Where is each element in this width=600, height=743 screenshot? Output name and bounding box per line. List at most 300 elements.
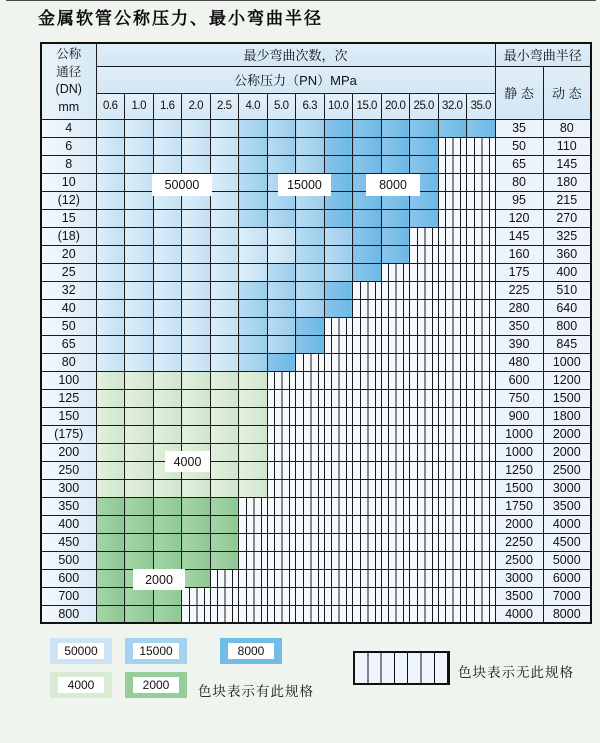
no-spec-cell: [381, 497, 410, 515]
spec-cell: [125, 317, 154, 335]
bend-cycles-header: 最少弯曲次数，次: [96, 43, 495, 66]
no-spec-cell: [267, 515, 296, 533]
no-spec-cell: [296, 425, 325, 443]
table-row: [41, 371, 591, 389]
no-spec-cell: [467, 425, 496, 443]
no-spec-cell: [296, 515, 325, 533]
spec-cell: [153, 551, 182, 569]
dynamic-radius-value: 145: [543, 155, 591, 173]
page-title: 金属软管公称压力、最小弯曲半径: [38, 9, 323, 29]
no-spec-cell: [296, 587, 325, 605]
no-spec-cell: [239, 605, 268, 623]
spec-cell: [267, 227, 296, 245]
spec-cell: [96, 209, 125, 227]
spec-cell: [239, 461, 268, 479]
no-spec-cell: [467, 299, 496, 317]
no-spec-cell: [324, 479, 353, 497]
dynamic-radius-value: 3000: [543, 479, 591, 497]
no-spec-cell: [410, 587, 439, 605]
spec-cell: [210, 155, 239, 173]
spec-cell: [182, 353, 211, 371]
pressure-col-header: 15.0: [353, 93, 382, 119]
no-spec-cell: [267, 425, 296, 443]
no-spec-cell: [210, 605, 239, 623]
corner-line-3: (DN): [55, 82, 82, 97]
no-spec-cell: [438, 587, 467, 605]
spec-cell: [296, 245, 325, 263]
no-spec-cell: [438, 263, 467, 281]
dynamic-radius-value: 1800: [543, 407, 591, 425]
no-spec-cell: [324, 317, 353, 335]
spec-cell: [267, 299, 296, 317]
spec-cell: [153, 299, 182, 317]
spec-cell: [125, 515, 154, 533]
table-row: [41, 281, 591, 299]
no-spec-cell: [438, 551, 467, 569]
no-spec-cell: [410, 605, 439, 623]
no-spec-cell: [438, 407, 467, 425]
no-spec-cell: [296, 497, 325, 515]
spec-cell: [296, 299, 325, 317]
pressure-col-header: 35.0: [467, 93, 496, 119]
no-spec-cell: [467, 479, 496, 497]
no-spec-cell: [267, 533, 296, 551]
pressure-col-header: 25.0: [410, 93, 439, 119]
spec-cell: [210, 353, 239, 371]
no-spec-cell: [410, 299, 439, 317]
no-spec-cell: [410, 389, 439, 407]
spec-cell: [182, 281, 211, 299]
static-radius-value: 2250: [495, 533, 543, 551]
table-row: [41, 335, 591, 353]
dn-cell: 15: [41, 209, 96, 227]
nominal-pressure-header: 公称压力（PN）MPa: [96, 66, 495, 93]
spec-cell: [96, 155, 125, 173]
spec-cell: [96, 245, 125, 263]
dn-cell: 800: [41, 605, 96, 623]
pressure-col-header: 32.0: [438, 93, 467, 119]
no-spec-cell: [467, 155, 496, 173]
spec-cell: [324, 155, 353, 173]
no-spec-cell: [324, 425, 353, 443]
table-row: [41, 209, 591, 227]
spec-cell: [210, 209, 239, 227]
static-radius-value: 390: [495, 335, 543, 353]
no-spec-cell: [467, 371, 496, 389]
spec-cell: [182, 479, 211, 497]
spec-cell: [96, 605, 125, 623]
spec-cell: [153, 407, 182, 425]
inline-label-8000: 8000: [366, 174, 420, 196]
static-radius-value: 1000: [495, 425, 543, 443]
table-row: [41, 515, 591, 533]
spec-cell: [353, 137, 382, 155]
dynamic-header: 动 态: [543, 66, 591, 119]
spec-cell: [153, 371, 182, 389]
spec-cell: [210, 551, 239, 569]
spec-cell: [96, 569, 125, 587]
spec-cell: [96, 461, 125, 479]
no-spec-cell: [353, 551, 382, 569]
no-spec-cell: [438, 245, 467, 263]
spec-cell: [125, 371, 154, 389]
table-row: [41, 227, 591, 245]
static-radius-value: 120: [495, 209, 543, 227]
no-spec-cell: [296, 353, 325, 371]
no-spec-cell: [267, 587, 296, 605]
static-radius-value: 2000: [495, 515, 543, 533]
no-spec-cell: [267, 371, 296, 389]
table-row: [41, 137, 591, 155]
spec-cell: [296, 335, 325, 353]
static-radius-value: 600: [495, 371, 543, 389]
no-spec-cell: [467, 515, 496, 533]
no-spec-cell: [410, 515, 439, 533]
spec-cell: [324, 245, 353, 263]
dynamic-radius-value: 6000: [543, 569, 591, 587]
no-spec-cell: [210, 569, 239, 587]
table-row: [41, 533, 591, 551]
inline-label-15000: 15000: [278, 174, 331, 196]
pressure-col-header: 1.0: [125, 93, 154, 119]
spec-cell: [96, 515, 125, 533]
spec-cell: [353, 245, 382, 263]
spec-cell: [96, 497, 125, 515]
spec-cell: [96, 317, 125, 335]
no-spec-cell: [267, 497, 296, 515]
spec-cell: [353, 263, 382, 281]
no-spec-cell: [353, 443, 382, 461]
no-spec-cell: [467, 173, 496, 191]
spec-cell: [210, 389, 239, 407]
no-spec-cell: [296, 407, 325, 425]
no-spec-cell: [296, 371, 325, 389]
spec-cell: [182, 263, 211, 281]
spec-cell: [267, 209, 296, 227]
spec-cell: [410, 209, 439, 227]
spec-cell: [267, 281, 296, 299]
no-spec-cell: [467, 587, 496, 605]
no-spec-cell: [296, 533, 325, 551]
table-row: [41, 605, 591, 623]
no-spec-cell: [182, 587, 211, 605]
no-spec-cell: [467, 497, 496, 515]
spec-cell: [96, 425, 125, 443]
spec-cell: [96, 119, 125, 137]
spec-cell: [125, 407, 154, 425]
spec-cell: [96, 533, 125, 551]
dn-cell: 65: [41, 335, 96, 353]
spec-cell: [210, 479, 239, 497]
dynamic-radius-value: 270: [543, 209, 591, 227]
corner-line-2: 通径: [56, 64, 82, 79]
no-spec-cell: [438, 353, 467, 371]
legend-label-2000: 2000: [133, 677, 179, 693]
spec-cell: [153, 533, 182, 551]
spec-cell: [182, 227, 211, 245]
spec-cell: [239, 407, 268, 425]
spec-cell: [239, 173, 268, 191]
no-spec-cell: [381, 425, 410, 443]
dynamic-radius-value: 7000: [543, 587, 591, 605]
no-spec-cell: [438, 497, 467, 515]
no-spec-cell: [438, 299, 467, 317]
spec-cell: [153, 605, 182, 623]
table-row: [41, 497, 591, 515]
spec-cell: [125, 551, 154, 569]
pressure-col-header: 0.6: [96, 93, 125, 119]
no-spec-cell: [467, 533, 496, 551]
spec-cell: [96, 371, 125, 389]
table-row: [41, 479, 591, 497]
no-spec-cell: [267, 569, 296, 587]
dynamic-radius-value: 640: [543, 299, 591, 317]
no-spec-cell: [467, 245, 496, 263]
table-row: [41, 119, 591, 137]
legend-block-15000: [125, 638, 187, 664]
spec-cell: [239, 155, 268, 173]
no-spec-cell: [438, 155, 467, 173]
spec-cell: [353, 227, 382, 245]
spec-cell: [96, 353, 125, 371]
spec-table-wrapper: [40, 42, 590, 624]
pressure-col-header: 20.0: [381, 93, 410, 119]
spec-cell: [182, 209, 211, 227]
dynamic-radius-value: 4000: [543, 515, 591, 533]
spec-cell: [239, 443, 268, 461]
pressure-col-header: 4.0: [239, 93, 268, 119]
table-row: [41, 407, 591, 425]
spec-cell: [296, 281, 325, 299]
static-radius-value: 1250: [495, 461, 543, 479]
spec-cell: [125, 605, 154, 623]
static-radius-value: 3500: [495, 587, 543, 605]
spec-cell: [96, 479, 125, 497]
spec-cell: [296, 317, 325, 335]
dn-cell: 100: [41, 371, 96, 389]
no-spec-cell: [410, 533, 439, 551]
spec-cell: [210, 191, 239, 209]
no-spec-cell: [381, 281, 410, 299]
corner-line-4: mm: [58, 99, 80, 114]
static-radius-value: 160: [495, 245, 543, 263]
spec-cell: [267, 335, 296, 353]
spec-cell: [153, 119, 182, 137]
no-spec-cell: [410, 263, 439, 281]
spec-cell: [125, 155, 154, 173]
spec-cell: [381, 227, 410, 245]
spec-cell: [153, 479, 182, 497]
no-spec-cell: [438, 389, 467, 407]
dynamic-radius-value: 360: [543, 245, 591, 263]
spec-cell: [267, 155, 296, 173]
legend-no-spec-swatch: [353, 651, 450, 685]
no-spec-cell: [381, 605, 410, 623]
dn-cell: 32: [41, 281, 96, 299]
pressure-col-header: 10.0: [324, 93, 353, 119]
no-spec-cell: [353, 353, 382, 371]
no-spec-cell: [381, 515, 410, 533]
legend-block-4000: [50, 672, 112, 698]
inline-label-2000: 2000: [133, 569, 185, 590]
spec-cell: [96, 137, 125, 155]
static-radius-value: 80: [495, 173, 543, 191]
table-row: [41, 443, 591, 461]
spec-cell: [153, 209, 182, 227]
dynamic-radius-value: 2000: [543, 425, 591, 443]
no-spec-cell: [296, 551, 325, 569]
spec-cell: [210, 533, 239, 551]
spec-cell: [125, 479, 154, 497]
no-spec-cell: [467, 461, 496, 479]
dn-cell: 80: [41, 353, 96, 371]
dn-cell: 25: [41, 263, 96, 281]
spec-cell: [210, 425, 239, 443]
dn-cell: 300: [41, 479, 96, 497]
no-spec-cell: [467, 443, 496, 461]
spec-cell: [153, 389, 182, 407]
static-radius-value: 3000: [495, 569, 543, 587]
static-radius-value: 480: [495, 353, 543, 371]
no-spec-cell: [410, 353, 439, 371]
spec-cell: [125, 461, 154, 479]
dn-cell: (18): [41, 227, 96, 245]
spec-cell: [153, 245, 182, 263]
spec-cell: [210, 515, 239, 533]
no-spec-cell: [410, 317, 439, 335]
spec-cell: [324, 137, 353, 155]
no-spec-cell: [467, 569, 496, 587]
no-spec-cell: [324, 389, 353, 407]
no-spec-cell: [353, 497, 382, 515]
no-spec-cell: [438, 173, 467, 191]
spec-cell: [182, 533, 211, 551]
no-spec-cell: [381, 587, 410, 605]
no-spec-cell: [381, 335, 410, 353]
dynamic-radius-value: 180: [543, 173, 591, 191]
no-spec-cell: [353, 317, 382, 335]
dn-cell: 500: [41, 551, 96, 569]
spec-cell: [353, 155, 382, 173]
spec-cell: [381, 137, 410, 155]
static-radius-value: 65: [495, 155, 543, 173]
no-spec-cell: [267, 443, 296, 461]
spec-cell: [125, 137, 154, 155]
spec-cell: [210, 137, 239, 155]
spec-cell: [125, 281, 154, 299]
spec-cell: [153, 137, 182, 155]
no-spec-cell: [267, 551, 296, 569]
no-spec-cell: [353, 605, 382, 623]
spec-cell: [125, 119, 154, 137]
spec-cell: [410, 155, 439, 173]
dynamic-radius-value: 1500: [543, 389, 591, 407]
no-spec-cell: [239, 569, 268, 587]
spec-cell: [410, 119, 439, 137]
no-spec-cell: [353, 533, 382, 551]
spec-cell: [125, 389, 154, 407]
dn-cell: 20: [41, 245, 96, 263]
spec-cell: [296, 227, 325, 245]
static-radius-value: 35: [495, 119, 543, 137]
no-spec-cell: [324, 497, 353, 515]
table-row: [41, 389, 591, 407]
spec-cell: [153, 155, 182, 173]
spec-cell: [182, 299, 211, 317]
static-radius-value: 350: [495, 317, 543, 335]
spec-cell: [239, 245, 268, 263]
no-spec-cell: [467, 281, 496, 299]
no-spec-cell: [296, 479, 325, 497]
no-spec-cell: [324, 371, 353, 389]
spec-cell: [96, 299, 125, 317]
spec-cell: [182, 407, 211, 425]
no-spec-cell: [438, 371, 467, 389]
spec-cell: [324, 263, 353, 281]
spec-cell: [296, 155, 325, 173]
spec-cell: [96, 389, 125, 407]
spec-cell: [96, 191, 125, 209]
spec-cell: [239, 119, 268, 137]
no-spec-cell: [438, 317, 467, 335]
spec-cell: [239, 425, 268, 443]
no-spec-cell: [381, 263, 410, 281]
no-spec-cell: [381, 389, 410, 407]
spec-cell: [153, 335, 182, 353]
dn-cell: 4: [41, 119, 96, 137]
spec-cell: [381, 209, 410, 227]
legend-label-8000: 8000: [228, 643, 274, 659]
spec-cell: [381, 155, 410, 173]
no-spec-cell: [267, 461, 296, 479]
spec-cell: [210, 371, 239, 389]
spec-cell: [296, 263, 325, 281]
no-spec-cell: [438, 605, 467, 623]
no-spec-cell: [410, 443, 439, 461]
static-header: 静 态: [495, 66, 543, 119]
no-spec-cell: [467, 209, 496, 227]
spec-cell: [153, 515, 182, 533]
spec-cell: [182, 497, 211, 515]
spec-cell: [324, 209, 353, 227]
dn-cell: 6: [41, 137, 96, 155]
spec-cell: [153, 317, 182, 335]
pressure-col-header: 6.3: [296, 93, 325, 119]
spec-cell: [182, 425, 211, 443]
dynamic-radius-value: 5000: [543, 551, 591, 569]
legend-block-2000: [125, 672, 187, 698]
spec-cell: [210, 461, 239, 479]
dynamic-radius-value: 2500: [543, 461, 591, 479]
no-spec-cell: [239, 533, 268, 551]
no-spec-cell: [324, 515, 353, 533]
spec-cell: [239, 353, 268, 371]
static-radius-value: 225: [495, 281, 543, 299]
spec-cell: [96, 281, 125, 299]
table-row: [41, 299, 591, 317]
min-bend-radius-header: 最小弯曲半径: [495, 43, 591, 66]
no-spec-cell: [438, 533, 467, 551]
no-spec-cell: [353, 407, 382, 425]
no-spec-cell: [239, 551, 268, 569]
spec-cell: [182, 569, 211, 587]
dynamic-radius-value: 2000: [543, 443, 591, 461]
spec-cell: [239, 263, 268, 281]
no-spec-cell: [381, 317, 410, 335]
no-spec-cell: [324, 587, 353, 605]
spec-cell: [267, 353, 296, 371]
no-spec-cell: [381, 479, 410, 497]
